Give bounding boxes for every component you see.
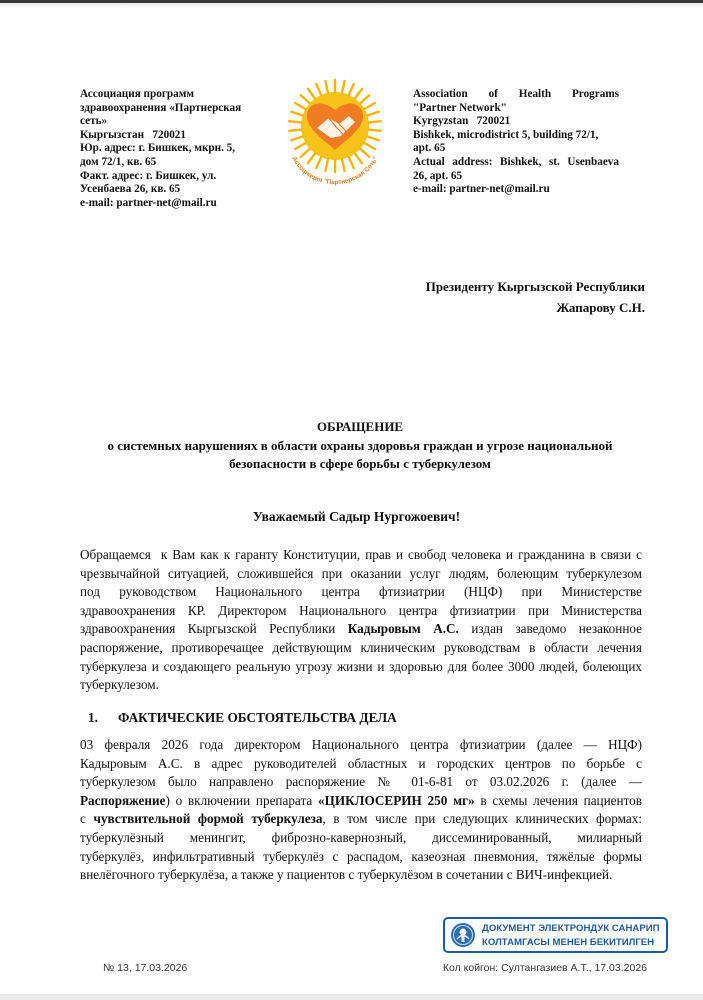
logo-caption: Ассоциация "Партнерская Сеть" [290, 155, 380, 187]
paragraph-line: здравоохранения КР. Директором Национального центра фтизиатрии при Министерства [80, 602, 642, 618]
addressee-block [426, 276, 645, 318]
letterhead-en-line: 26, apt. 65 [413, 169, 463, 182]
order-term-bold: Распоряжение [80, 792, 166, 808]
paragraph-line: внелёгочного туберкулёза, а также у пациентов с туберкулёзом в сочетании с ВИЧ-инфекцией. [80, 867, 613, 883]
paragraph-line [80, 792, 642, 811]
top-edge-shadow [0, 3, 703, 9]
letterhead-en-line: Kyrgyzstan 720021 [413, 115, 511, 128]
facts-paragraph [80, 736, 642, 885]
letterhead-ru-line: Усенбаева 26, кв. 65 [80, 183, 181, 196]
text-run: ) о включении препарата [165, 792, 318, 808]
text-run: , в том числе при следующих клинических формах: [322, 811, 642, 827]
section-title: ФАКТИЧЕСКИЕ ОБСТОЯТЕЛЬСТВА ДЕЛА [118, 710, 397, 725]
paragraph-line: Кадыровым А.С. в адрес руководителей областных и городских центров по борьбе с [80, 755, 642, 771]
addressee-title: Президенту Кыргызской Республики [425, 279, 645, 294]
bottom-edge-bar [0, 994, 703, 1000]
digital-signature-stamp [443, 917, 668, 953]
heart-handshake-sun-logo [270, 74, 400, 204]
text-run: с [80, 811, 94, 827]
title-subtitle-line: о системных нарушениях в области охраны здоровья граждан и угрозе национальной [107, 438, 613, 453]
text-run: в схемы лечения пациентов [474, 792, 642, 808]
letterhead-russian [80, 88, 260, 210]
document-title [70, 417, 650, 473]
letterhead-ru-line: Кыргызстан 720021 [80, 128, 186, 141]
letterhead-ru-line: Ассоциация программ [80, 88, 194, 100]
paragraph-line: распоряжение, противоречащее действующим клиническим руководствам в области лечения [80, 639, 642, 655]
letterhead-ru-line: сеть» [80, 115, 108, 128]
letterhead-ru-line: Юр. адрес: г. Бишкек, мкрн. 5, [80, 142, 236, 155]
paragraph-line: под руководством Национального центра фтизиатрии (НЦФ) при Министерстве [80, 584, 642, 600]
section-number: 1. [88, 710, 98, 725]
document-number: № 13, 17.03.2026 [103, 962, 188, 974]
letterhead-english [413, 88, 619, 197]
paragraph-line: туберкулезом было направлено распоряжение № 01-6-81 от 03.02.2026 г. (далее — [80, 774, 642, 790]
text-run: здравоохранения Кыргызской Республики [80, 621, 348, 637]
title-main: ОБРАЩЕНИЕ [316, 419, 404, 434]
stamp-text [482, 922, 660, 949]
paragraph-line [80, 810, 642, 829]
paragraph-line: 03 февраля 2026 года директором Национального центра фтизиатрии (далее — НЦФ) [80, 737, 642, 752]
stamp-line: ДОКУМЕНТ ЭЛЕКТРОНДУК САНАРИП [482, 923, 660, 934]
letterhead-en-line: Association of Health Programs [413, 88, 619, 100]
paragraph-line: туберкулезом. [80, 677, 159, 693]
paragraph-line: туберкулёз, инфильтративный туберкулёз с распадом, казеозная пневмония, тяжёлые формы [80, 848, 642, 864]
section-heading [88, 710, 397, 726]
paragraph-line: Обращаемся к Вам как к гаранту Конституции, прав и свобод человека и гражданина в связи с [80, 547, 642, 562]
letterhead-en-line: apt. 65 [413, 142, 446, 155]
intro-paragraph [80, 546, 642, 695]
kyrgyz-emblem-icon [450, 922, 476, 948]
tb-form-bold: чувствительной формой туберкулеза [93, 811, 323, 827]
stamp-line: КОЛТАМГАСЫ МЕНЕН БЕКИТИЛГЕН [482, 936, 655, 948]
drug-name-bold: «ЦИКЛОСЕРИН 250 мг» [317, 792, 475, 808]
letterhead-ru-line: дом 72/1, кв. 65 [80, 155, 157, 168]
paragraph-line: туберкулёзный менингит, фиброзно-кавернозный, диссеминированный, милиарный [80, 829, 642, 845]
paragraph-line: туберкулеза и создающего реальную угрозу жизни и здоровью для более 3000 людей, болеющих [80, 658, 642, 674]
salutation: Уважаемый Садыр Нургожоевич! [252, 509, 461, 524]
text-run: издан заведомо незаконное [458, 621, 642, 637]
addressee-name: Жапарову С.Н. [556, 300, 645, 315]
title-subtitle-line: безопасности в сфере борьбы с туберкулезом [229, 456, 491, 471]
letterhead-ru-email: e-mail: partner-net@mail.ru [80, 196, 217, 209]
letterhead-en-line: "Partner Network" [413, 101, 507, 114]
letterhead-en-line: Bishkek, microdistrict 5, building 72/1, [413, 128, 599, 141]
signed-by: Кол койгон: Султангазиев А.Т., 17.03.2026 [442, 962, 647, 974]
letterhead-ru-line: Факт. адрес: г. Бишкек, ул. [80, 169, 217, 182]
director-name-bold: Кадыровым А.С. [347, 621, 459, 637]
letterhead-en-line: Actual address: Bishkek, st. Usenbaeva [413, 155, 619, 168]
paragraph-line [80, 620, 642, 639]
letterhead-en-email: e-mail: partner-net@mail.ru [413, 183, 550, 196]
letterhead-ru-line: здравоохранения «Партнерская [80, 101, 242, 114]
paragraph-line: чрезвычайной ситуацией, сложившейся при оказании услуг людям, болеющим туберкулезом [80, 565, 642, 581]
